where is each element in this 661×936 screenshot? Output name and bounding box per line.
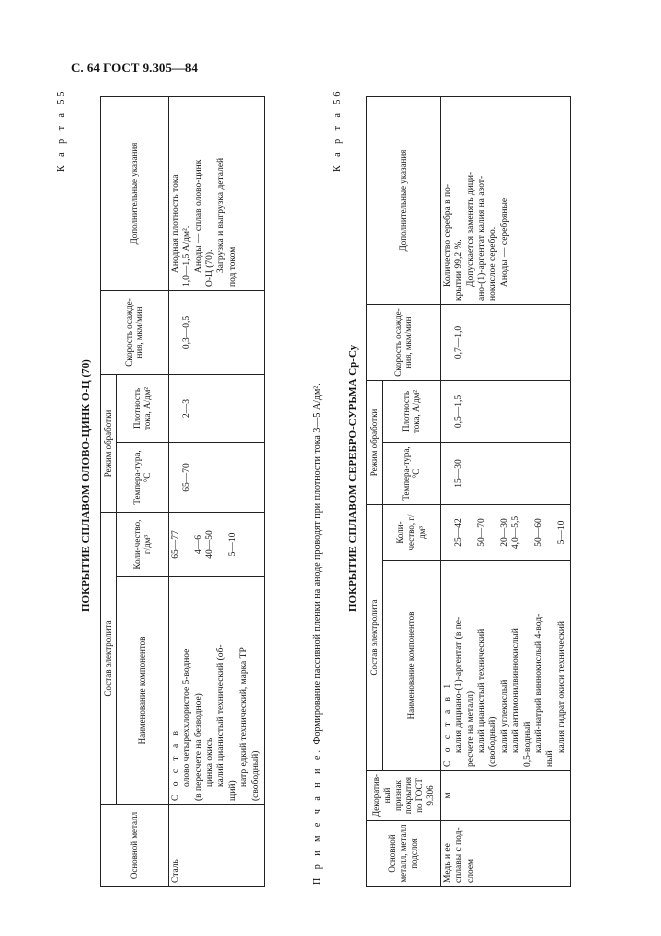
component-line: калий углекислый [499, 679, 510, 753]
page-header: С. 64 ГОСТ 9.305—84 [71, 60, 198, 75]
quantity-line [545, 508, 556, 557]
card55-quantities [168, 513, 264, 577]
quantity-line [216, 516, 227, 573]
quantity-line: 65—77 [170, 530, 181, 559]
card55-header-temperature: Темпера-тура, °С [116, 443, 168, 513]
card56-header-mode: Режим обработки [367, 381, 383, 505]
quantity-line: 50—60 [533, 518, 544, 547]
note-line: О-Ц (70). [204, 249, 215, 287]
card55-density: 2—3 [168, 375, 264, 443]
card56-temperature: 15—30 [440, 443, 570, 505]
component-line: цинка окись [204, 737, 215, 787]
card56-header-electrolyte: Состав электролита [367, 505, 383, 771]
card55-header-quantity: Коли-чество, г/дм³ [116, 513, 168, 577]
quantity-line: 50—70 [476, 518, 487, 547]
card56-label: К а р т а 56 [332, 88, 343, 172]
component-line: калий цианистый технический (об- [216, 644, 227, 787]
card56-header-quantity: Коли-чество, г/дм³ [382, 505, 440, 561]
component-line: олово четыреххлористое 5-водное [182, 648, 193, 787]
component-line: калия дициано-(1)-аргентат (в пе- [454, 616, 465, 753]
card55-header-base-metal: Основной металл [101, 805, 169, 887]
note-line: Аноды — серебряные [499, 197, 510, 287]
card56-notes [440, 97, 570, 305]
quantity-line [182, 516, 193, 573]
card56-header-decorative: Декоратив-ный признак покрытия по ГОСТ 9.306 [367, 771, 441, 821]
quantity-line: 5—10 [227, 532, 238, 557]
component-line: (в пересчете на безводное) [193, 693, 204, 801]
card55-title: ПОКРЫТИЕ СПЛАВОМ ОЛОВО-ЦИНК О-Ц (70) [80, 359, 92, 612]
quantity-line [466, 508, 477, 557]
component-line: 0,5-водный [522, 721, 533, 767]
quantity-line: 40—50 [204, 530, 215, 559]
quantity-line: 4—6 [193, 535, 204, 554]
card55-header-speed: Скорость осажде-ния, мкм/мин [101, 291, 169, 375]
note-text: Формирование пассивной пленки на аноде проводят при плотности тока 3—5 А/дм². [312, 383, 323, 745]
quantity-line: 4,0—5,5 [511, 515, 522, 550]
quantity-line [488, 508, 499, 557]
card55-table [100, 96, 265, 887]
note-label: П р и м е ч а н и е. [312, 747, 323, 885]
note-line: Аноды — сплав олово-цинк [193, 159, 204, 273]
quantity-line: 5—10 [556, 520, 567, 545]
card56-data-row [440, 97, 570, 887]
component-line: натр едкий технический, марка ТР [239, 647, 250, 787]
card55-label: К а р т а 55 [56, 88, 67, 172]
note-line: Анодная плотность тока [170, 174, 181, 273]
quantity-line: 25—42 [454, 518, 465, 547]
note-line: нокислое серебро. [488, 226, 499, 301]
card55-header-components: Наименование компонентов [116, 577, 168, 805]
note-line: Загрузка и выгрузка деталей [216, 157, 227, 273]
card56-quantities [440, 505, 570, 561]
card55-notes [168, 97, 264, 291]
note-line: Количество серебра в по- [442, 183, 453, 287]
card56-header-density: Плотность тока, А/дм² [382, 381, 440, 443]
card55-header-density: Плотность тока, А/дм² [116, 375, 168, 443]
component-line: С о с т а в 1 [442, 680, 453, 767]
card55-header-notes: Дополнительные указания [101, 97, 169, 291]
card55-header-mode: Режим обработки [101, 375, 117, 513]
card56-title: ПОКРЫТИЕ СПЛАВОМ СЕРЕБРО-СУРЬМА Ср-Су [347, 344, 359, 612]
quantity-line: 20—30 [499, 518, 510, 547]
card56-speed: 0,7—1,0 [440, 305, 570, 381]
card56-density: 0,5—1,5 [440, 381, 570, 443]
card56-header-base-metal: Основной металл, металл подслоя [367, 821, 441, 887]
component-line: С о с т а в [170, 727, 181, 801]
component-line: калий цианистый технический [476, 628, 487, 753]
card56-header-notes: Дополнительные указания [367, 97, 441, 305]
note-line: Допускается заменять дици- [465, 171, 476, 287]
component-line: (свободный) [488, 716, 499, 767]
quantity-line [443, 508, 454, 557]
component-line: ресчете на металл) [465, 690, 476, 767]
note-line: 1,0—1,5 А/дм². [182, 225, 193, 287]
card56-header-components: Наименование компонентов [382, 561, 440, 771]
note-line: ано-(1)-аргентат калия на азот- [476, 175, 487, 301]
card55-header-electrolyte: Состав электролита [101, 513, 117, 805]
card56-components [440, 561, 570, 771]
card56-base-metal: Медь и ее сплавы с под- слоем [440, 821, 570, 887]
note-line: под током [227, 246, 238, 287]
component-line: калия гидрат окиси технический [556, 621, 567, 753]
component-line: ный [545, 750, 556, 767]
card56-decorative: м [440, 771, 570, 821]
card55-note [312, 383, 323, 885]
component-line: калий антимонилвиннокислый [511, 628, 522, 753]
card55-base-metal: Сталь [168, 805, 264, 887]
rotated-page-content [50, 57, 610, 897]
card55-data-row [168, 97, 264, 887]
card56-table [366, 96, 571, 887]
component-line: щий) [227, 780, 238, 801]
component-line: (свободный) [250, 750, 261, 801]
quantity-line [523, 508, 534, 557]
card55-speed: 0,3—0,5 [168, 291, 264, 375]
card56-header-temperature: Темпера-тура, °С [382, 443, 440, 505]
card56-header-speed: Скорость осажде-ния, мкм/мин [367, 305, 441, 381]
card55-components [168, 577, 264, 805]
component-line: калий-натрий виннокислый 4-вод- [533, 613, 544, 753]
card55-temperature: 65—70 [168, 443, 264, 513]
note-line: крытии 99,2 %. [454, 239, 465, 301]
